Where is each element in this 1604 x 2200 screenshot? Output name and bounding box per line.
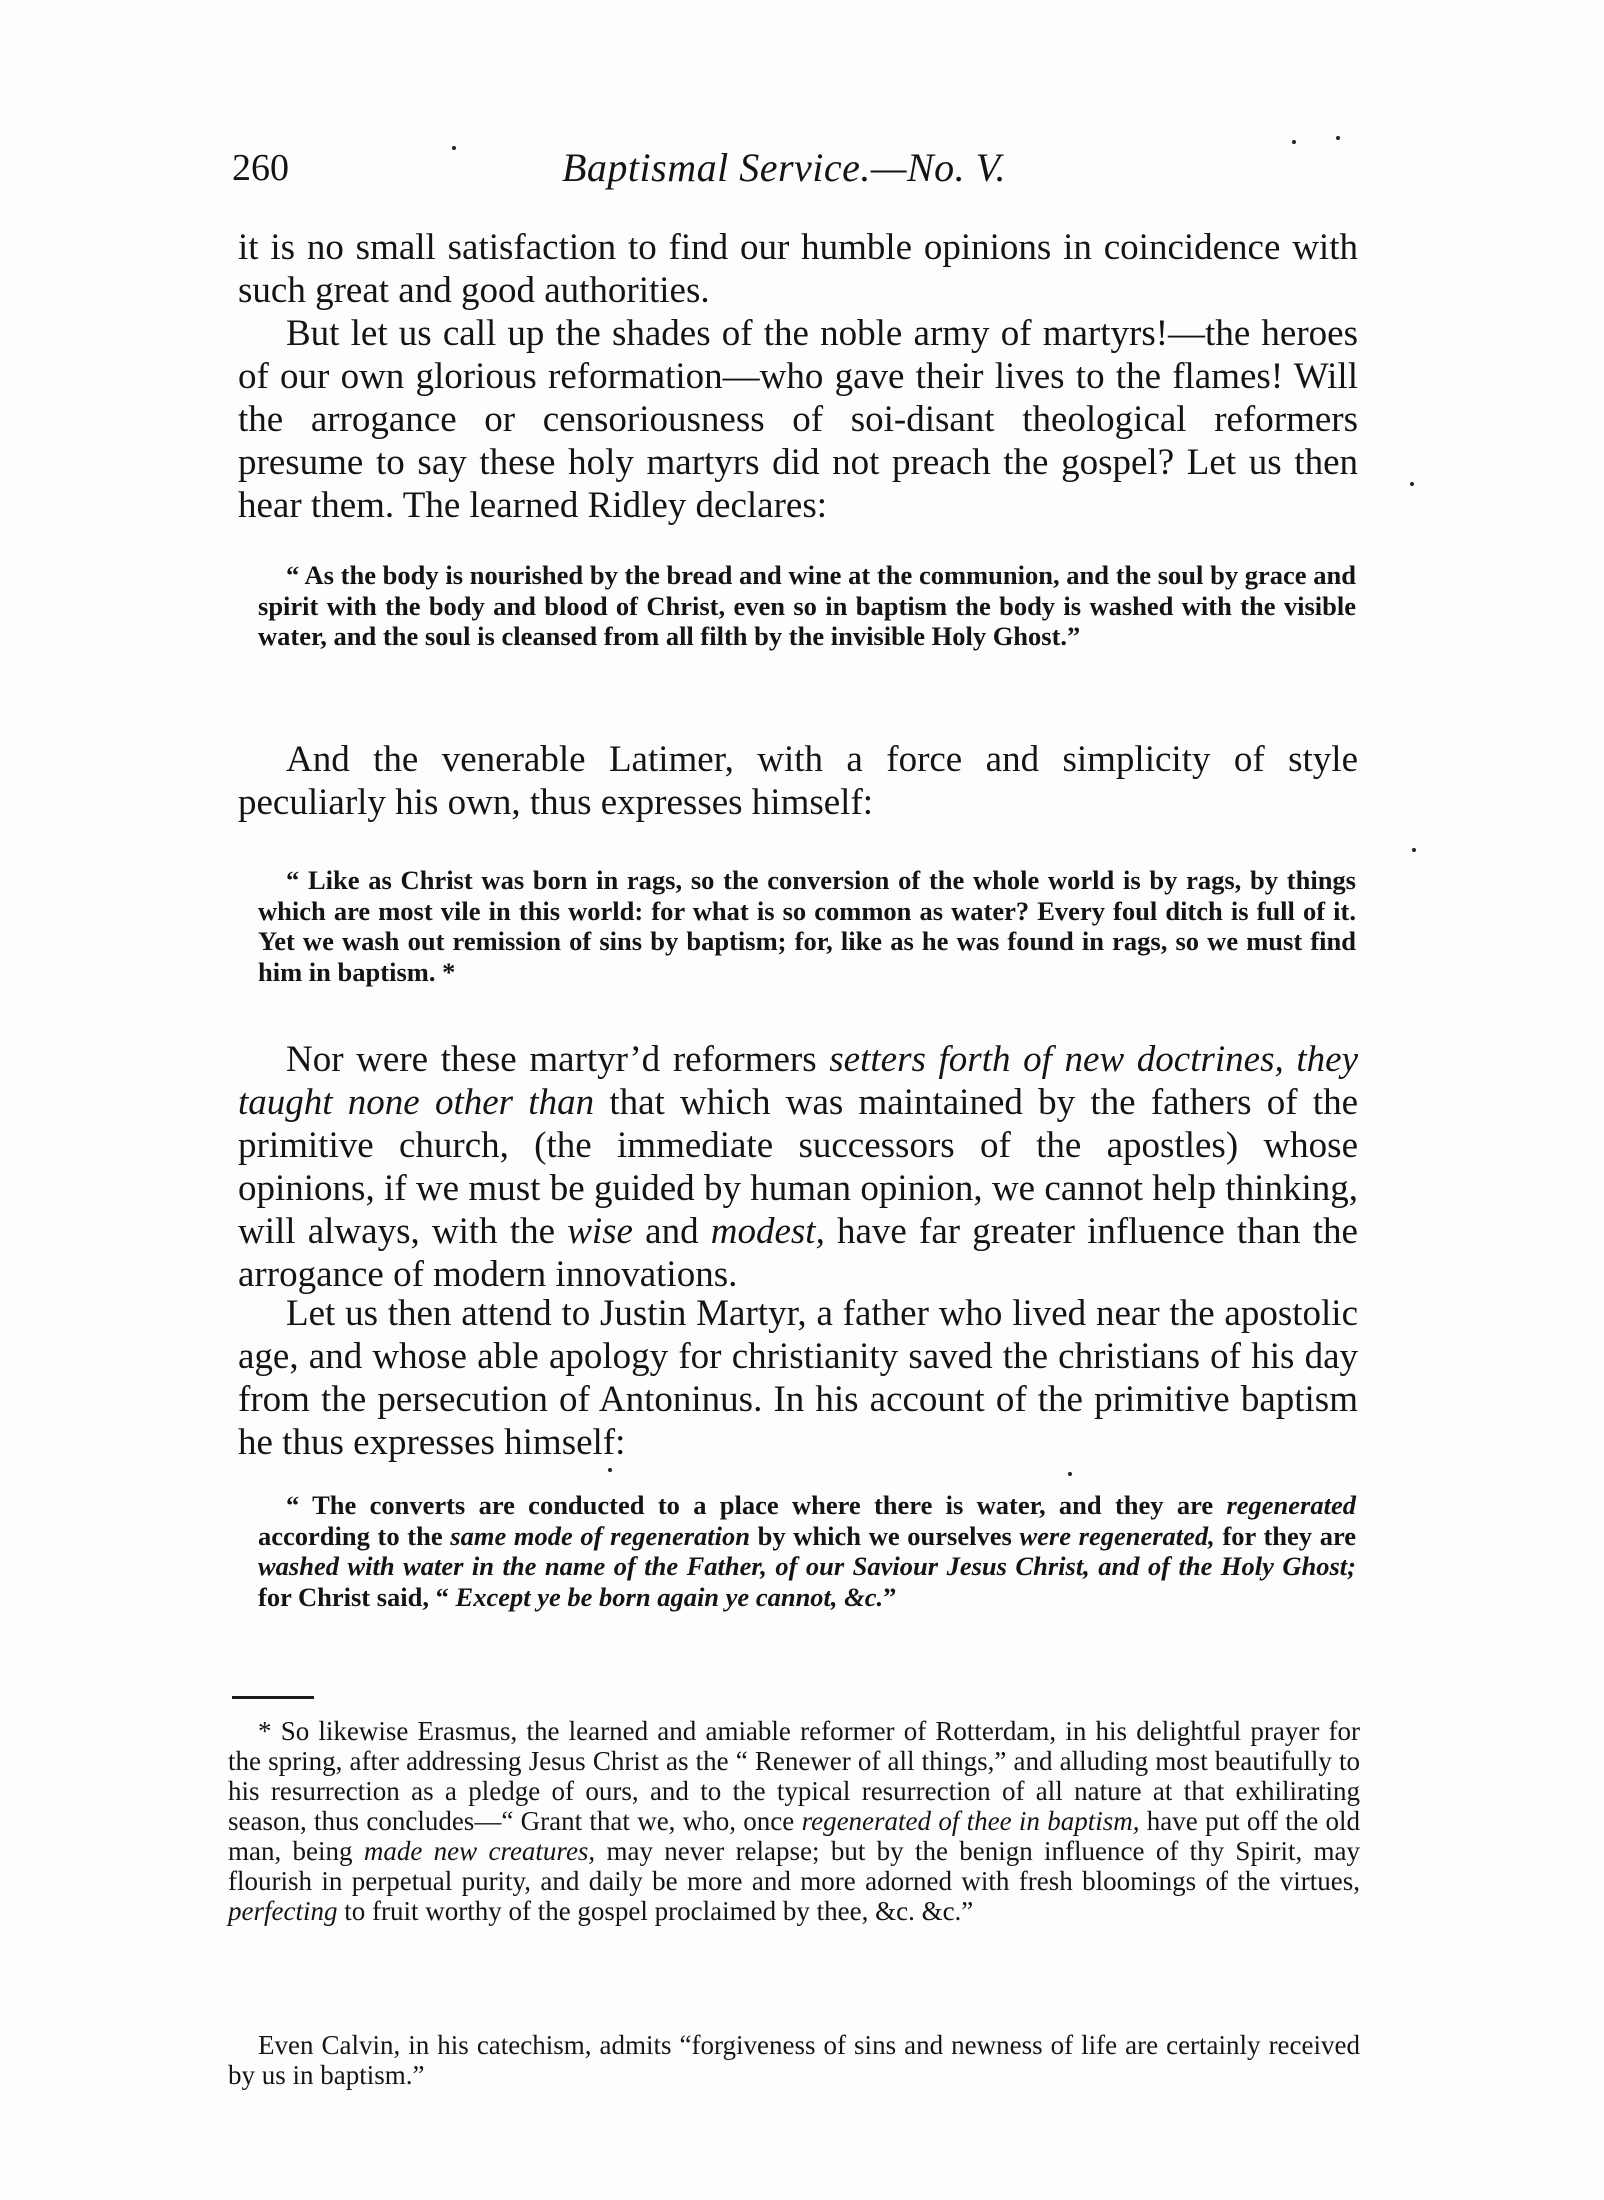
italic-run: were regenerated, bbox=[1019, 1520, 1215, 1551]
paragraph-justin-martyr: Let us then attend to Justin Martyr, a father who lived near the apostolic age, and whose able apology for christianity saved the christians of his day from the persecution of Antoninus. In his account of the primitive baptism he thus expresses himself: bbox=[238, 1293, 1358, 1463]
text-run: have far greater influence than the arrogance of modern innovations. bbox=[238, 1211, 1358, 1295]
paragraph-continuation: it is no small satisfaction to find our humble opinions in coincidence with such great and good authorities. bbox=[238, 227, 1358, 311]
italic-run: modest, bbox=[710, 1211, 825, 1252]
print-speck bbox=[452, 146, 456, 150]
italic-run: wise bbox=[567, 1211, 633, 1252]
text-run: by which we ourselves bbox=[750, 1520, 1020, 1551]
italic-run: washed with water in the name of the Father, of our Saviour Jesus Christ, and of the Holy Ghost; bbox=[258, 1551, 1356, 1581]
italic-run: perfecting bbox=[228, 1896, 338, 1926]
italic-run: regenerated bbox=[1226, 1490, 1356, 1520]
text-run: ” bbox=[883, 1581, 897, 1612]
print-speck bbox=[1068, 1472, 1072, 1476]
italic-run: setters forth of new doctrines, they taught none other than bbox=[238, 1039, 1358, 1123]
text-run: have put off the old man, being bbox=[228, 1806, 1360, 1866]
footnote-rule bbox=[232, 1696, 314, 1699]
page-number: 260 bbox=[232, 147, 289, 189]
text-run: for Christ said, “ bbox=[258, 1581, 456, 1612]
text-run: may never relapse; but by the benign influence of thy Spirit, may flourish in perpetual purity, and daily be more and more adorned with fresh bloomings of the virtues, bbox=[228, 1836, 1360, 1896]
italic-run: Except ye be born again ye cannot, &c. bbox=[455, 1581, 884, 1612]
print-speck bbox=[1412, 848, 1416, 852]
print-speck bbox=[1410, 482, 1414, 486]
text-run: according to the bbox=[258, 1520, 451, 1551]
running-title: Baptismal Service.—No. V. bbox=[562, 145, 1006, 190]
italic-run: regenerated of thee in baptism, bbox=[801, 1806, 1140, 1836]
running-head bbox=[232, 140, 1362, 196]
paragraph-reformers bbox=[238, 1038, 1358, 1296]
text-run: that which was maintained by the fathers of the primitive church, (the immediate successors of the apostles) whose opinions, if we must be guided by human opinion, we cannot help thinking, will always, with the bbox=[238, 1082, 1358, 1252]
quote-latimer: “ Like as Christ was born in rags, so the conversion of the whole world is by rags, by things which are most vile in this world: for what is so common as water? Every foul ditch is full of it. Yet we wash out remission of sins by baptism; for, like as he was found in rags, so we must find him in baptism. * bbox=[258, 865, 1356, 987]
paragraph-martyrs: But let us call up the shades of the noble army of martyrs!—the heroes of our own glorious reformation—who gave their lives to the flames! Will the arrogance or censoriousness of soi-disant theological reformers presume to say these holy martyrs did not preach the gospel? Let us then hear them. The learned Ridley declares: bbox=[238, 313, 1358, 526]
text-run: * So likewise Erasmus, the learned and amiable reformer of Rotterdam, in his delightful prayer for the spring, after addressing Jesus Christ as the “ Renewer of all things,” and alluding most beautifully to his resurrection as a pledge of ours, and to the typical resurrection of all nature at that exhilirating season, thus concludes—“ Grant that we, who, once bbox=[228, 1716, 1360, 1836]
print-speck bbox=[1292, 140, 1296, 144]
footnote-calvin: Even Calvin, in his catechism, admits “forgiveness of sins and newness of life are certainly received by us in baptism.” bbox=[228, 2030, 1360, 2090]
text-run: Nor were these martyr’d reformers bbox=[286, 1039, 830, 1080]
paragraph-latimer-intro: And the venerable Latimer, with a force and simplicity of style peculiarly his own, thus expresses himself: bbox=[238, 739, 1358, 823]
print-speck bbox=[608, 1468, 612, 1472]
footnote-erasmus bbox=[228, 1716, 1360, 1926]
quote-ridley: “ As the body is nourished by the bread and wine at the communion, and the soul by grace and spirit with the body and blood of Christ, even so in baptism the body is washed with the visible water, and the soul is cleansed from all filth by the invisible Holy Ghost.” bbox=[258, 560, 1356, 651]
quote-justin-martyr bbox=[258, 1490, 1356, 1612]
text-run: and bbox=[632, 1211, 711, 1252]
text-run: for they are bbox=[1214, 1520, 1356, 1551]
italic-run: same mode of regeneration bbox=[450, 1520, 750, 1551]
text-run: “ The converts are conducted to a place where there is water, and they are bbox=[286, 1490, 1227, 1520]
print-speck bbox=[1336, 136, 1340, 140]
italic-run: made new creatures, bbox=[363, 1836, 596, 1866]
text-run: to fruit worthy of the gospel proclaimed by thee, &c. &c.” bbox=[337, 1896, 974, 1926]
